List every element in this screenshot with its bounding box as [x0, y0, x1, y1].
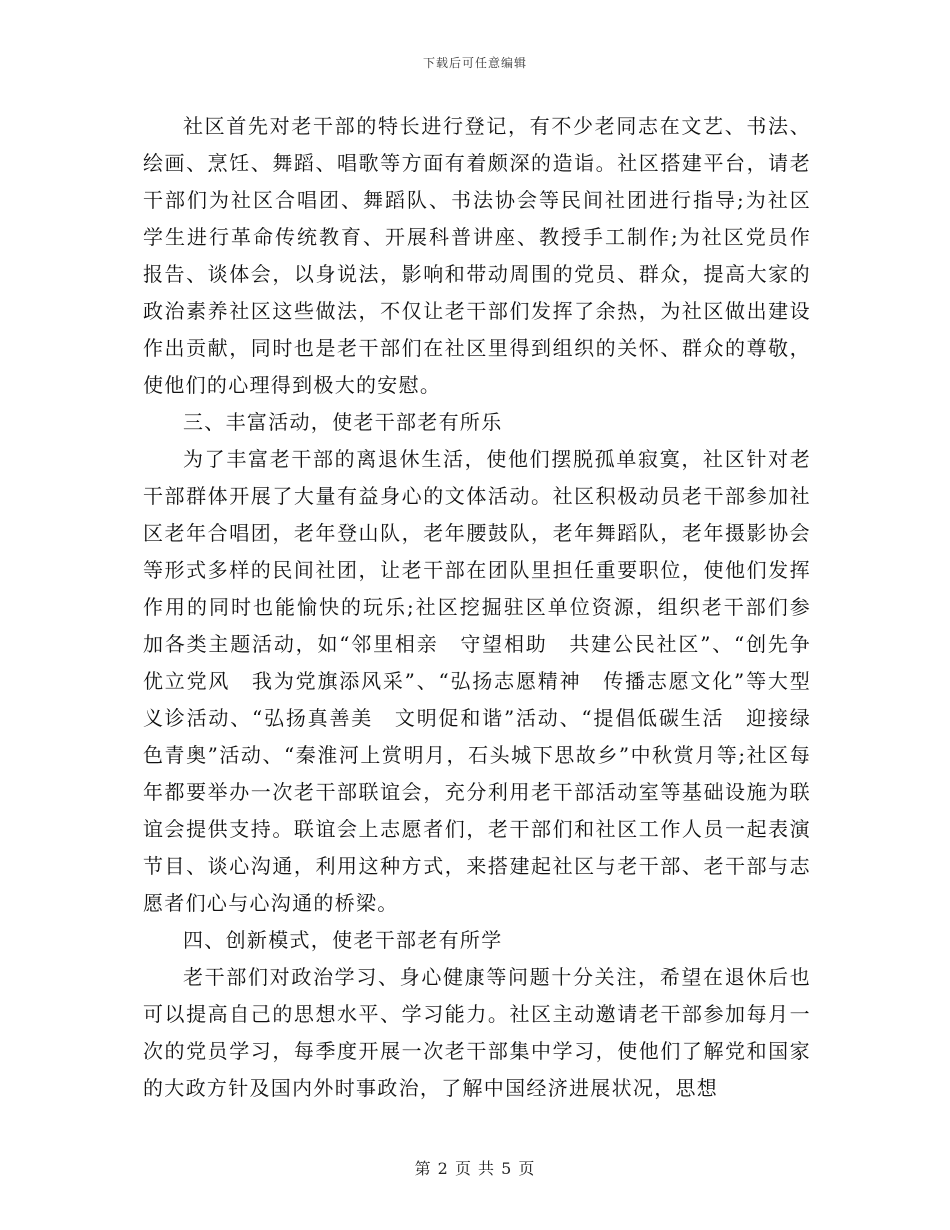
page-number-footer: 第 2 页 共 5 页: [414, 1159, 536, 1178]
body-paragraph: 为了丰富老干部的离退休生活，使他们摆脱孤单寂寞，社区针对老干部群体开展了大量有益身心的文体活动。社区积极动员老干部参加社区老年合唱团，老年登山队，老年腰鼓队，老年舞蹈队，老年摄影协会等形式多样的民间社团，让老干部在团队里担任重要职位，使他们发挥作用的同时也能愉快的玩乐;社区挖掘驻区单位资源，组织老干部们参加各类主题活动，如“邻里相亲 守望相助 共建公民社区”、“创先争优立党风 我为党旗添风采”、“弘扬志愿精神 传播志愿文化”等大型义诊活动、“弘扬真善美 文明促和谐”活动、“提倡低碳生活 迎接绿色青奥”活动、“秦淮河上赏明月，石头城下思故乡”中秋赏月等;社区每年都要举办一次老干部联谊会，充分利用老干部活动室等基础设施为联谊会提供支持。联谊会上志愿者们，老干部们和社区工作人员一起表演节目、谈心沟通，利用这种方式，来搭建起社区与老干部、老干部与志愿者们心与心沟通的桥梁。: [143, 447, 811, 915]
section-heading: 三、丰富活动，使老干部老有所乐: [183, 410, 503, 434]
body-paragraph: 老干部们对政治学习、身心健康等问题十分关注，希望在退休后也可以提高自己的思想水平、学习能力。社区主动邀请老干部参加每月一次的党员学习，每季度开展一次老干部集中学习，使他们了解党和国家的大政方针及国内外时事政治，了解中国经济进展状况，思想: [143, 965, 811, 1100]
body-paragraph: 社区首先对老干部的特长进行登记，有不少老同志在文艺、书法、绘画、烹饪、舞蹈、唱歌等方面有着颇深的造诣。社区搭建平台，请老干部们为社区合唱团、舞蹈队、书法协会等民间社团进行指导;为社区学生进行革命传统教育、开展科普讲座、教授手工制作;为社区党员作报告、谈体会，以身说法，影响和带动周围的党员、群众，提高大家的政治素养社区这些做法，不仅让老干部们发挥了余热，为社区做出建设作出贡献，同时也是老干部们在社区里得到组织的关怀、群众的尊敬，使他们的心理得到极大的安慰。: [143, 114, 811, 397]
document-body: [143, 108, 811, 1107]
header-note: 下载后可任意编辑: [422, 56, 527, 70]
section-heading: 四、创新模式，使老干部老有所学: [183, 928, 503, 952]
